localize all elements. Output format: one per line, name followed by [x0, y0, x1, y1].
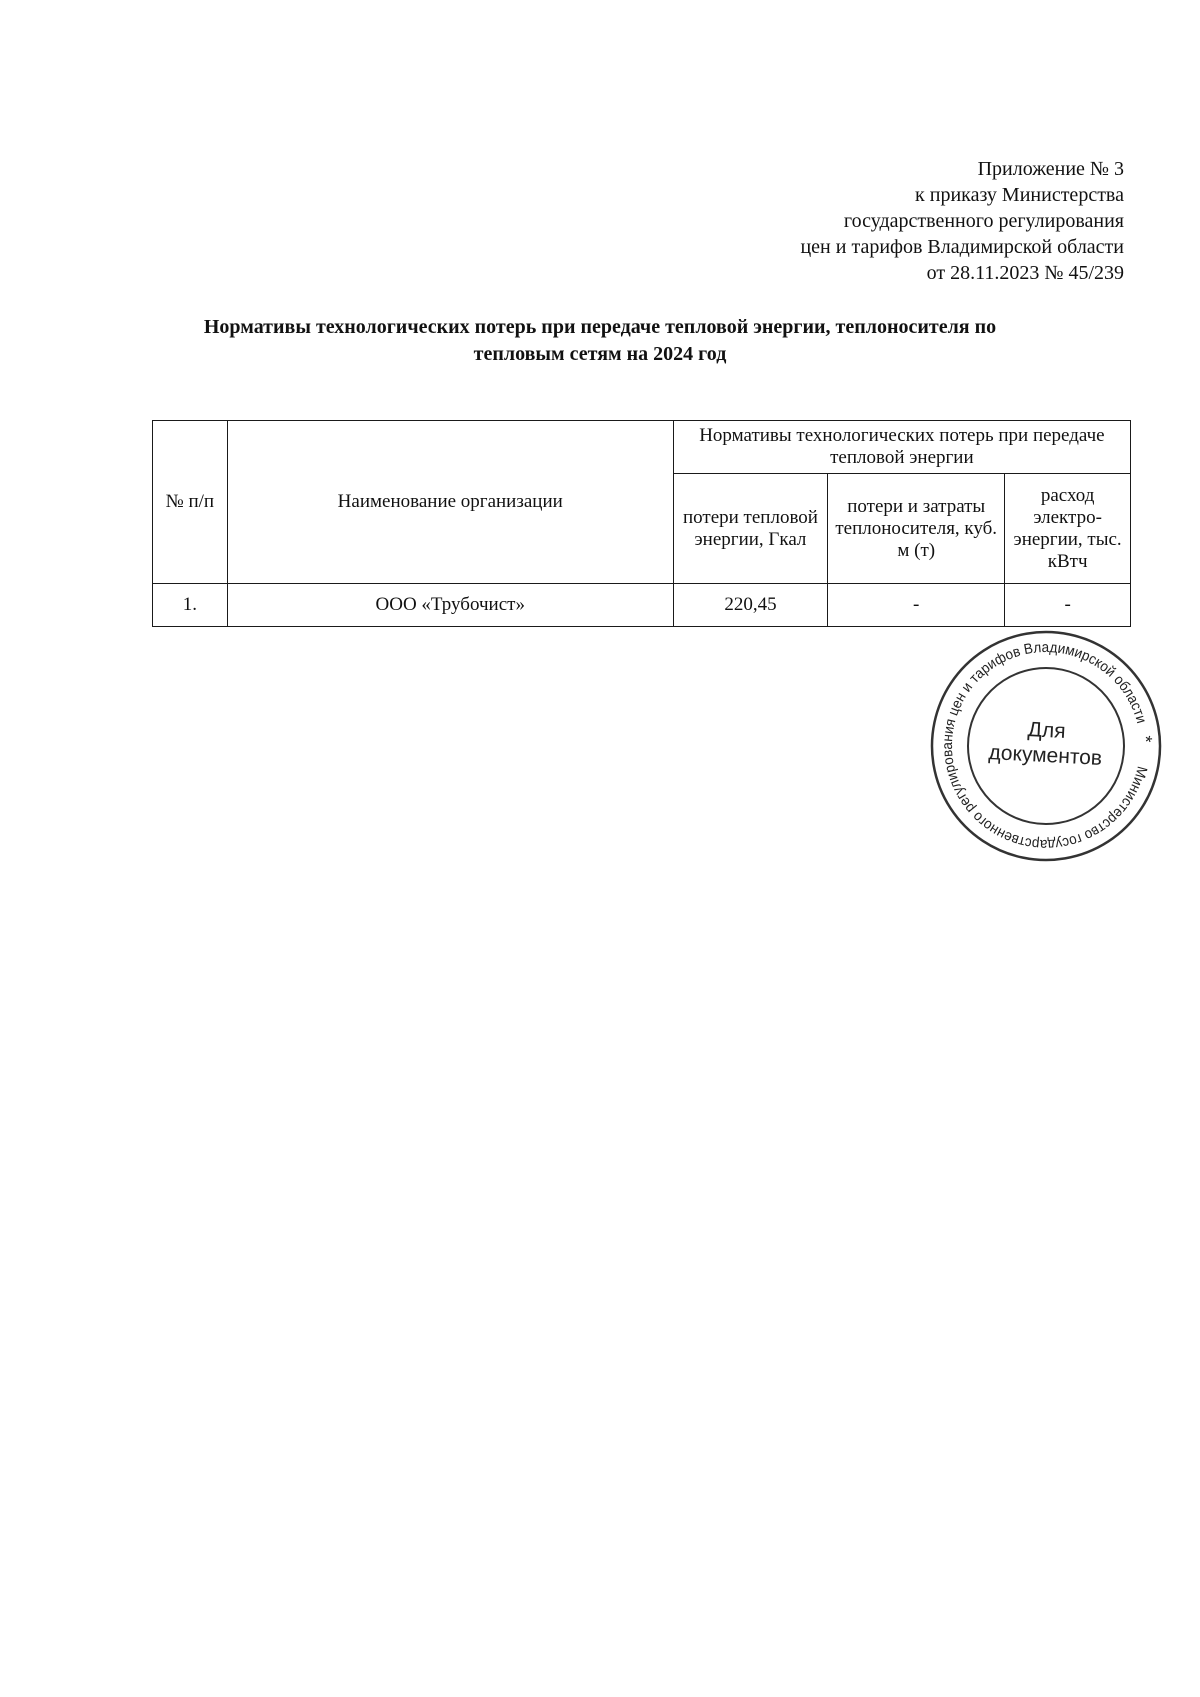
appendix-line-ministry: государственного регулирования	[843, 210, 1124, 232]
header-norms-group: Нормативы технологических потерь при передаче тепловой энергии	[673, 421, 1130, 474]
appendix-reference	[800, 156, 1124, 286]
cell-num: 1.	[153, 584, 228, 627]
header-heat-losses: потери тепловой энергии, Гкал	[673, 474, 827, 584]
stamp-ring-text: Министерство государственного регулирования цен и тарифов Владимирской области	[939, 639, 1150, 853]
stamp-center-line-1: Для	[1027, 718, 1067, 743]
stamp-separator: *	[1135, 735, 1156, 744]
cell-carrier-losses: -	[828, 584, 1005, 627]
header-num: № п/п	[153, 421, 228, 584]
cell-organization-name: ООО «Трубочист»	[227, 584, 673, 627]
appendix-line-order: к приказу Министерства	[915, 184, 1124, 206]
header-electricity: расход электро-энергии, тыс. кВтч	[1005, 474, 1131, 584]
document-title	[120, 314, 1080, 368]
document-title-line-2: тепловым сетям на 2024 год	[473, 343, 727, 365]
stamp-center-line-2: документов	[988, 741, 1103, 770]
appendix-line-date: от 28.11.2023 № 45/239	[926, 262, 1124, 284]
table-row	[153, 584, 1131, 627]
document-title-line-1: Нормативы технологических потерь при передаче тепловой энергии, теплоносителя по	[203, 316, 997, 338]
header-organization-name: Наименование организации	[227, 421, 673, 584]
appendix-line-number: Приложение № 3	[977, 158, 1124, 180]
appendix-line-region: цен и тарифов Владимирской области	[800, 236, 1124, 258]
table-header-row	[153, 421, 1131, 474]
header-carrier-losses: потери и затраты теплоносителя, куб. м (т)	[828, 474, 1005, 584]
cell-electricity: -	[1005, 584, 1131, 627]
norms-table	[152, 420, 1131, 627]
cell-heat-losses: 220,45	[673, 584, 827, 627]
